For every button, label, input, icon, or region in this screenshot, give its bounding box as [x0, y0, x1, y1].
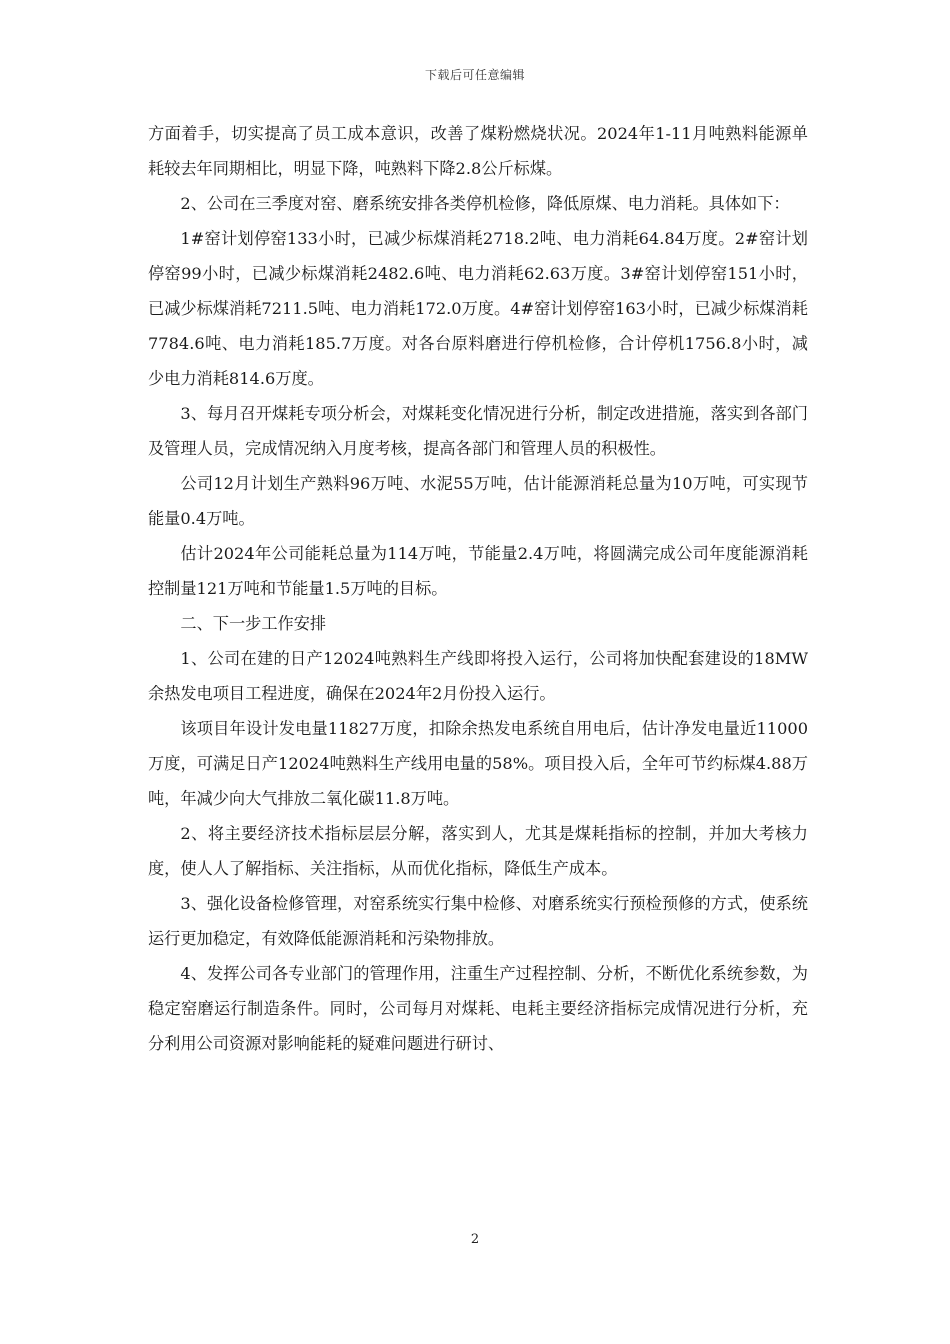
paragraph-item-2-shutdown-maintenance: 2、公司在三季度对窑、磨系统安排各类停机检修，降低原煤、电力消耗。具体如下： — [180, 194, 790, 213]
page-header: 下载后可任意编辑 — [424, 68, 525, 82]
paragraph-next-step-3: 3、强化设备检修管理，对窑系统实行集中检修、对磨系统实行预检预修的方式，使系统运行更加稳定，有效降低能源消耗和污染物排放。 — [148, 894, 808, 948]
page-number: 2 — [470, 1232, 480, 1247]
paragraph-next-step-1: 1、公司在建的日产12024吨熟料生产线即将投入运行，公司将加快配套建设的18MW余热发电项目工程进度，确保在2024年2月份投入运行。 — [148, 649, 808, 703]
paragraph-december-plan: 公司12月计划生产熟料96万吨、水泥55万吨，估计能源消耗总量为10万吨，可实现节能量0.4万吨。 — [148, 474, 808, 528]
paragraph-kiln-stoppage-details: 1#窑计划停窑133小时，已减少标煤消耗2718.2吨、电力消耗64.84万度。2#窑计划停窑99小时，已减少标煤消耗2482.6吨、电力消耗62.63万度。3#窑计划停窑151小时，已减少标煤消耗7211.5吨、电力消耗172.0万度。4#窑计划停窑163小时，已减少标煤消耗7784.6吨、电力消耗185.7万度。对各台原料磨进行停机检修，合计停机1756.8小时，减少电力消耗814.6万度。 — [148, 229, 808, 388]
section-heading-next-steps: 二、下一步工作安排 — [180, 614, 327, 633]
paragraph-continued: 方面着手，切实提高了员工成本意识，改善了煤粉燃烧状况。2024年1-11月吨熟料能源单耗较去年同期相比，明显下降，吨熟料下降2.8公斤标煤。 — [148, 124, 808, 178]
document-body — [148, 116, 808, 1061]
paragraph-item-3-coal-analysis: 3、每月召开煤耗专项分析会，对煤耗变化情况进行分析，制定改进措施，落实到各部门及管理人员，完成情况纳入月度考核，提高各部门和管理人员的积极性。 — [148, 404, 808, 458]
paragraph-project-generation: 该项目年设计发电量11827万度，扣除余热发电系统自用电后，估计净发电量近11000万度，可满足日产12024吨熟料生产线用电量的58%。项目投入后，全年可节约标煤4.88万吨，年减少向大气排放二氧化碳11.8万吨。 — [148, 719, 808, 808]
paragraph-next-step-2: 2、将主要经济技术指标层层分解，落实到人，尤其是煤耗指标的控制，并加大考核力度，使人人了解指标、关注指标，从而优化指标，降低生产成本。 — [148, 824, 808, 878]
paragraph-next-step-4: 4、发挥公司各专业部门的管理作用，注重生产过程控制、分析，不断优化系统参数，为稳定窑磨运行制造条件。同时，公司每月对煤耗、电耗主要经济指标完成情况进行分析，充分利用公司资源对影响能耗的疑难问题进行研讨、 — [148, 964, 808, 1053]
paragraph-annual-estimate: 估计2024年公司能耗总量为114万吨，节能量2.4万吨，将圆满完成公司年度能源消耗控制量121万吨和节能量1.5万吨的目标。 — [148, 544, 808, 598]
